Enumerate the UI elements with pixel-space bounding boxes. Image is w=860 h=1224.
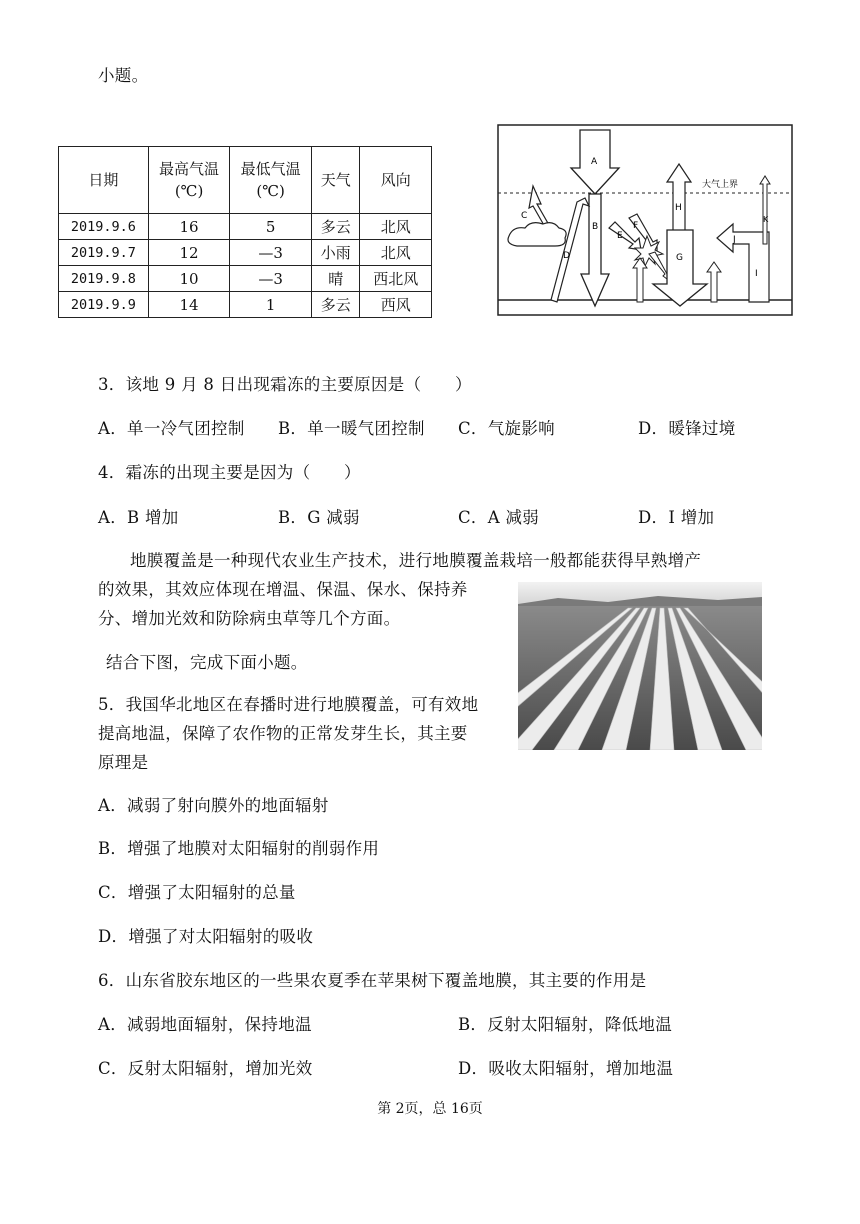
q4-stem: 4．霜冻的出现主要是因为（ ） [98, 463, 361, 482]
q5-option-a[interactable]: A．减弱了射向膜外的地面辐射 [98, 796, 329, 815]
table-header-row [59, 147, 432, 214]
table-cell: —3 [230, 240, 312, 266]
q5-stem-line-2: 提高地温，保障了农作物的正常发芽生长，其主要 [98, 724, 468, 743]
label-e: E [617, 231, 623, 241]
label-f: F [633, 221, 639, 231]
boundary-label: 大气上界 [702, 180, 739, 190]
q6-option-c[interactable]: C．反射太阳辐射，增加光效 [98, 1059, 313, 1078]
header-date: 日期 [59, 147, 149, 214]
table-cell: 晴 [311, 266, 360, 292]
header-max-temp: 最高气温(℃) [148, 147, 230, 214]
passage-line-3: 分、增加光效和防除病虫草等几个方面。 [98, 609, 401, 628]
table-cell: 5 [230, 214, 312, 240]
table-row [59, 266, 432, 292]
table-cell: 2019.9.9 [59, 292, 149, 318]
q5-option-c[interactable]: C．增强了太阳辐射的总量 [98, 883, 296, 902]
table-row [59, 214, 432, 240]
q5-stem-line-1: 5．我国华北地区在春播时进行地膜覆盖，可有效地 [98, 695, 479, 714]
table-row [59, 292, 432, 318]
q3-stem: 3．该地 9 月 8 日出现霜冻的主要原因是（ ） [98, 375, 472, 394]
q6-option-d[interactable]: D．吸收太阳辐射，增加地温 [458, 1059, 674, 1078]
passage-line-2: 的效果，其效应体现在增温、保温、保水、保持养 [98, 580, 468, 599]
q4-option-b[interactable]: B．G 减弱 [278, 508, 360, 527]
page-footer: 第 2页，总 16页 [377, 1101, 483, 1117]
table-cell: 2019.9.8 [59, 266, 149, 292]
passage-instruction: 结合下图，完成下面小题。 [106, 653, 308, 672]
table-cell: 多云 [311, 214, 360, 240]
header-wind: 风向 [360, 147, 432, 214]
q4-option-d[interactable]: D．I 增加 [638, 508, 715, 527]
label-i: I [755, 269, 758, 279]
table-cell: 西风 [360, 292, 432, 318]
q5-option-b[interactable]: B．增强了地膜对太阳辐射的削弱作用 [98, 839, 380, 858]
q4-option-a[interactable]: A．B 增加 [98, 508, 179, 527]
table-cell: 16 [148, 214, 230, 240]
q6-stem: 6．山东省胶东地区的一些果农夏季在苹果树下覆盖地膜，其主要的作用是 [98, 971, 647, 990]
intro-tail: 小题。 [98, 66, 149, 85]
header-weather: 天气 [311, 147, 360, 214]
radiation-diagram [497, 124, 793, 316]
q5-stem-line-3: 原理是 [98, 753, 149, 772]
table-cell: 西北风 [360, 266, 432, 292]
table-cell: 2019.9.7 [59, 240, 149, 266]
q3-option-d[interactable]: D．暖锋过境 [638, 419, 736, 438]
label-c: C [521, 211, 528, 221]
label-a: A [591, 157, 598, 167]
q5-option-d[interactable]: D．增强了对太阳辐射的吸收 [98, 927, 314, 946]
header-min-temp: 最低气温(℃) [230, 147, 312, 214]
table-cell: 多云 [311, 292, 360, 318]
q6-option-a[interactable]: A．减弱地面辐射，保持地温 [98, 1015, 312, 1034]
label-j: J [733, 235, 736, 245]
table-cell: 12 [148, 240, 230, 266]
label-k: K [763, 215, 769, 224]
label-b: B [592, 222, 599, 232]
q4-option-c[interactable]: C．A 减弱 [458, 508, 540, 527]
table-row [59, 240, 432, 266]
q3-option-b[interactable]: B．单一暖气团控制 [278, 419, 425, 438]
field-photo [518, 582, 762, 750]
label-g: G [676, 253, 683, 263]
label-h: H [675, 203, 682, 213]
q3-option-a[interactable]: A．单一冷气团控制 [98, 419, 245, 438]
table-cell: —3 [230, 266, 312, 292]
table-cell: 1 [230, 292, 312, 318]
table-cell: 北风 [360, 240, 432, 266]
q6-option-b[interactable]: B．反射太阳辐射，降低地温 [458, 1015, 673, 1034]
q3-option-c[interactable]: C．气旋影响 [458, 419, 555, 438]
label-d: D [563, 251, 570, 261]
table-cell: 小雨 [311, 240, 360, 266]
weather-table [58, 146, 432, 318]
passage-line-1: 地膜覆盖是一种现代农业生产技术，进行地膜覆盖栽培一般都能获得早熟增产 [130, 551, 702, 570]
table-cell: 10 [148, 266, 230, 292]
table-cell: 北风 [360, 214, 432, 240]
table-cell: 14 [148, 292, 230, 318]
table-cell: 2019.9.6 [59, 214, 149, 240]
